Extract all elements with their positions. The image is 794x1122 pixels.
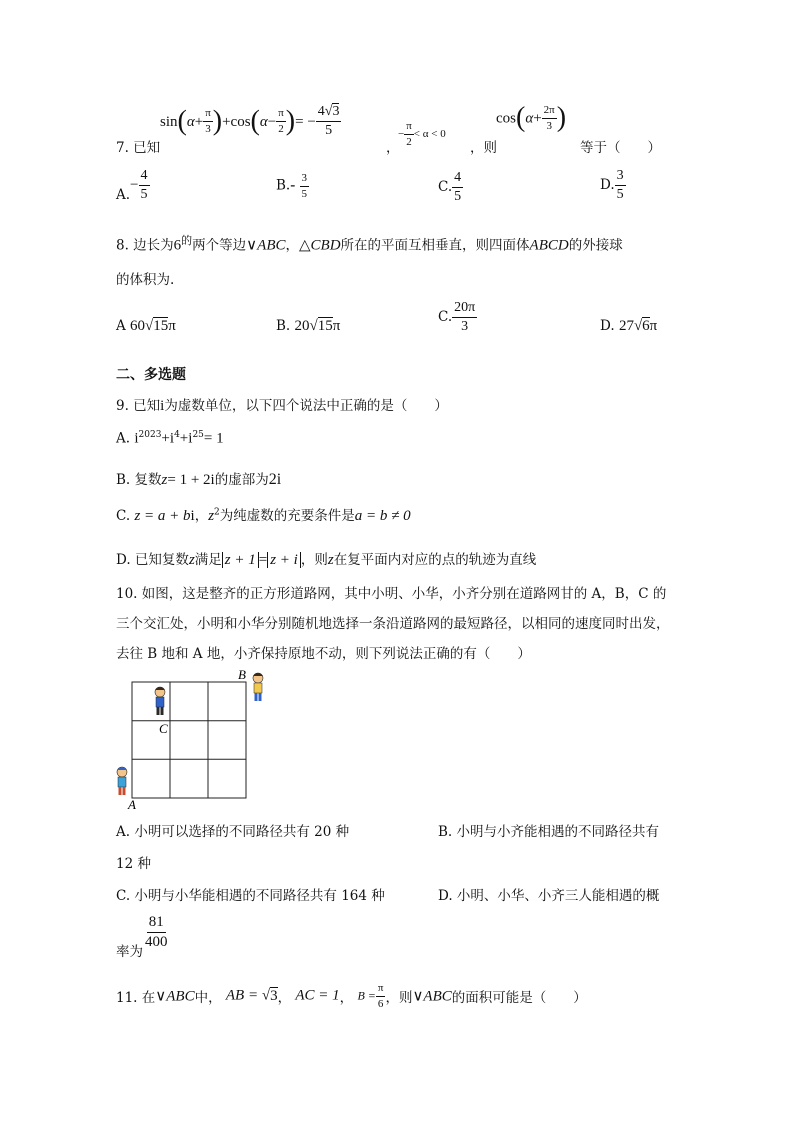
q10-option-b-cont: 12 种: [116, 856, 151, 872]
xiaohua-figure-icon: [253, 673, 263, 701]
q10-option-d[interactable]: D. 小明、小华、小齐三人能相遇的概: [438, 888, 660, 904]
q10-line2: 三个交汇处，小明和小华分别随机地选择一条沿道路网的最短路径，以相同的速度同时出发，: [116, 616, 670, 632]
q8-line1: 8. 边长为$6^的$两个等边∨ABC，△CBD所在的平面互相垂直，则四面体ABCD的外接球: [116, 234, 623, 254]
q7-option-a[interactable]: A.− $\frac{4}{5}$: [116, 168, 148, 204]
xiaoqi-figure-icon: [155, 687, 165, 715]
q9-option-a[interactable]: A. $i^{2023}+i^4+i^{25}= 1$: [116, 430, 224, 447]
q7-target: cos(α+ $\frac{2\pi}{3}$ ): [496, 102, 567, 134]
q9-stem: 9. 已知i为虚数单位，以下四个说法中正确的是（ ）: [116, 398, 448, 414]
q7-then: ，则: [470, 140, 497, 156]
q10-option-a[interactable]: A. 小明可以选择的不同路径共有 20 种: [116, 824, 350, 840]
q11-stem: 11. 在∨ABC中， AB = √3， AC = 1， B = $\frac{\pi}{6}$ ，则∨ABC的面积可能是（ ）: [116, 982, 587, 1010]
q7-condition: − $\frac{\pi}{2}$ < α < 0: [398, 120, 446, 148]
q8-option-b[interactable]: B. 20√15π: [276, 318, 341, 334]
q8-option-c[interactable]: C. $\frac{20\pi}{3}$: [438, 300, 476, 335]
xiaoming-figure-icon: [117, 767, 127, 795]
q7-option-b[interactable]: B.- $\frac{3}{5}$: [276, 172, 308, 200]
q7-expression: sin(α+ $\frac{\pi}{3}$ )+cos(α− $\frac{\pi}{2}$ )= − $\frac{4√3}{5}$: [160, 104, 340, 139]
point-label-b: B: [238, 668, 246, 682]
section-title-multiple-choice: 二、多选题: [116, 367, 186, 383]
q10-line3: 去往 B 地和 A 地，小齐保持原地不动，则下列说法正确的有（ ）: [116, 646, 531, 662]
q7-number: 7. 已知: [116, 140, 161, 156]
q7-comma: ，: [386, 140, 400, 156]
q10-option-d-cont: 率为 $\frac{81}{400}$: [116, 914, 168, 960]
q9-option-d[interactable]: D. 已知复数z满足 z + 1 = z + i ，则z在复平面内对应的点的轨迹为直线: [116, 552, 537, 568]
q9-option-c[interactable]: C. z = a + bi，$z^2$为纯虚数的充要条件是a = b ≠ 0: [116, 507, 411, 524]
point-label-a: A: [128, 797, 136, 810]
point-label-c: C: [159, 721, 168, 736]
q10-option-b[interactable]: B. 小明与小齐能相遇的不同路径共有: [438, 824, 660, 840]
q10-line1: 10. 如图，这是整齐的正方形道路网，其中小明、小华，小齐分别在道路网甘的 A，B，C 的: [116, 586, 667, 602]
q10-option-c[interactable]: C. 小明与小华能相遇的不同路径共有 164 种: [116, 888, 385, 904]
q8-line2: 的体积为.: [116, 272, 175, 288]
q8-option-a[interactable]: A 60√15π: [116, 318, 176, 334]
q7-tail: 等于（ ）: [580, 140, 661, 156]
q7-option-d[interactable]: D. $\frac{3}{5}$: [600, 168, 624, 203]
q8-option-d[interactable]: D. 27√6π: [600, 318, 658, 334]
road-grid-figure: [108, 668, 278, 810]
q9-option-b[interactable]: B. 复数z= 1 + 2i的虚部为2i: [116, 471, 282, 488]
q7-option-c[interactable]: C. $\frac{4}{5}$: [438, 170, 462, 205]
